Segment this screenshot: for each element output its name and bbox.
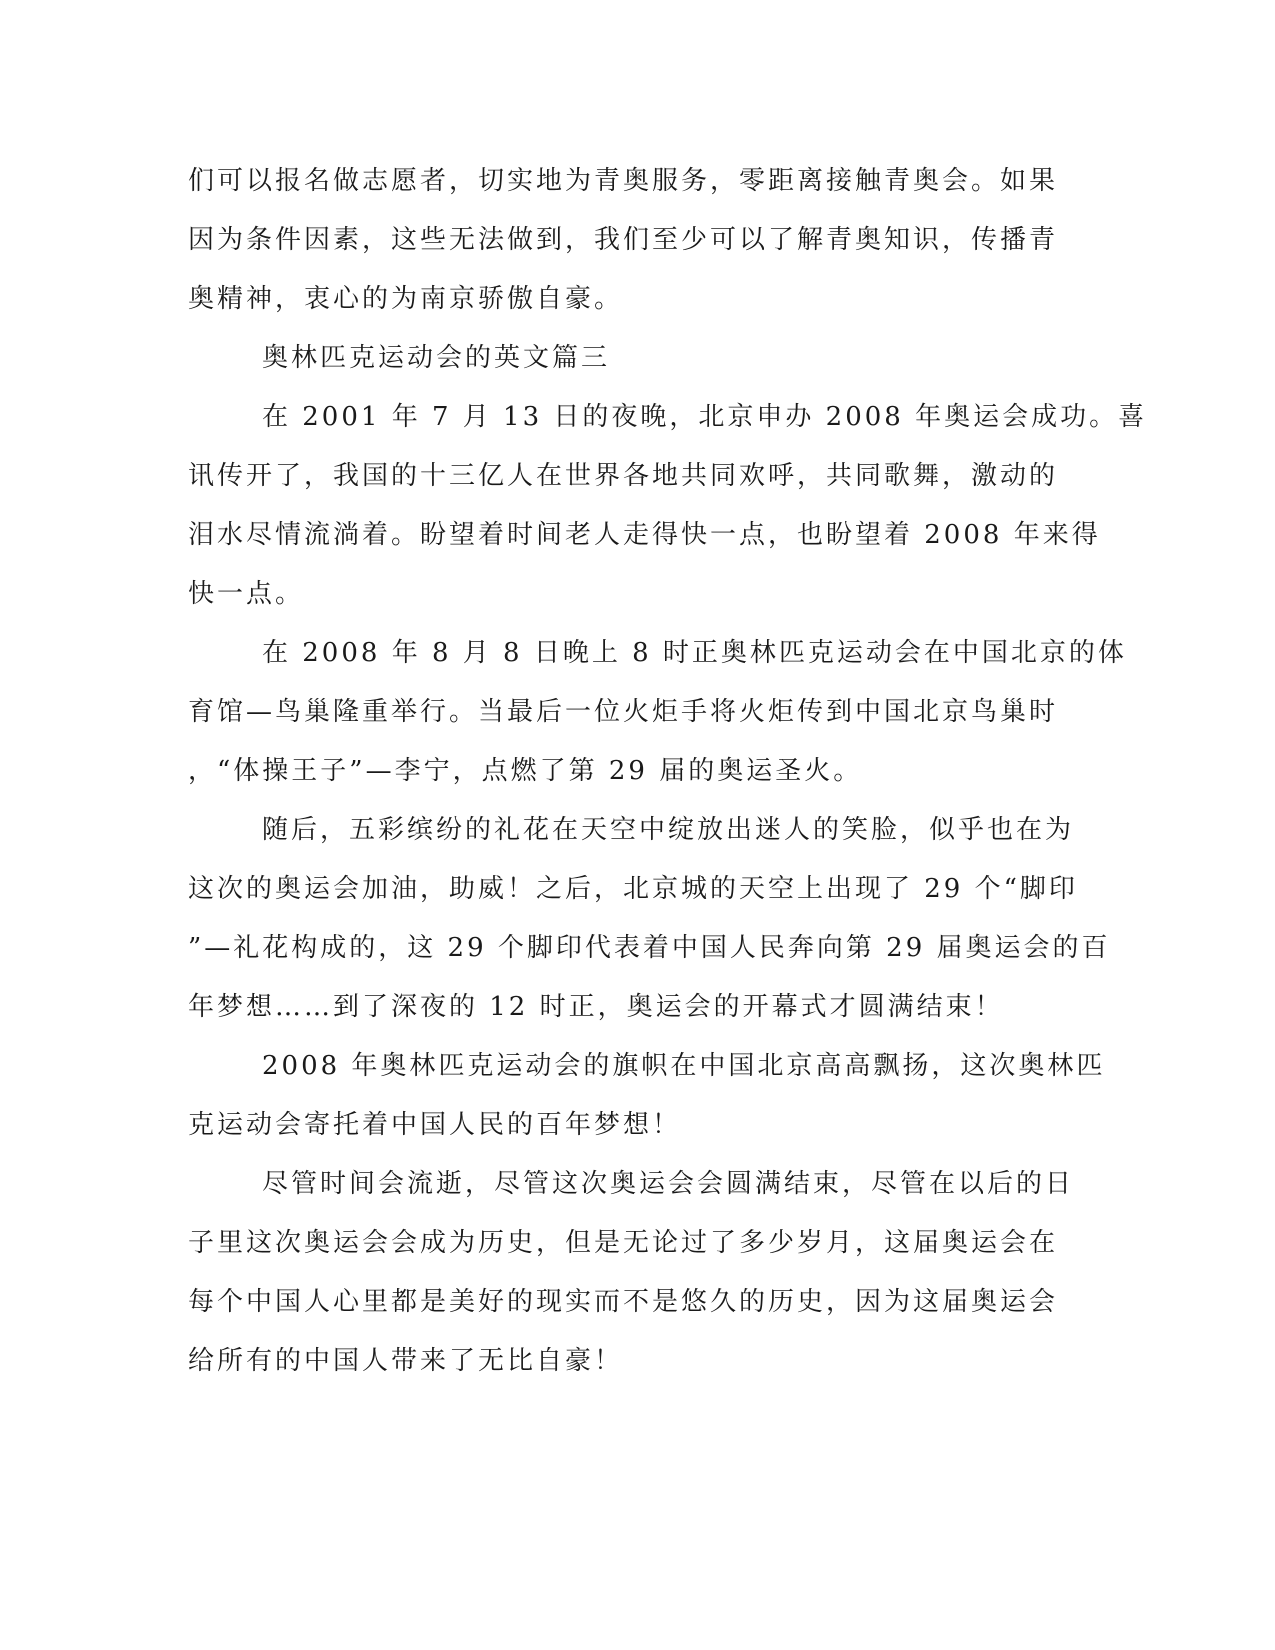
- text-line: ”—礼花构成的，这 29 个脚印代表着中国人民奔向第 29 届奥运会的百: [188, 933, 1111, 963]
- text-line: 子里这次奥运会会成为历史，但是无论过了多少岁月，这届奥运会在: [188, 1228, 1059, 1258]
- text-line: 年梦想……到了深夜的 12 时正，奥运会的开幕式才圆满结束！: [188, 992, 1004, 1022]
- text-line: 在 2001 年 7 月 13 日的夜晚，北京申办 2008 年奥运会成功。喜: [262, 402, 1148, 432]
- text-line: 每个中国人心里都是美好的现实而不是悠久的历史，因为这届奥运会: [188, 1287, 1059, 1317]
- text-line: 在 2008 年 8 月 8 日晚上 8 时正奥林匹克运动会在中国北京的体: [262, 638, 1127, 668]
- text-line: 因为条件因素，这些无法做到，我们至少可以了解青奥知识，传播青: [188, 225, 1059, 255]
- text-line: 泪水尽情流淌着。盼望着时间老人走得快一点，也盼望着 2008 年来得: [188, 520, 1101, 550]
- text-line: 克运动会寄托着中国人民的百年梦想！: [188, 1110, 682, 1140]
- text-line: 尽管时间会流逝，尽管这次奥运会会圆满结束，尽管在以后的日: [262, 1169, 1075, 1199]
- text-line: 们可以报名做志愿者，切实地为青奥服务，零距离接触青奥会。如果: [188, 166, 1059, 196]
- text-line: 2008 年奥林匹克运动会的旗帜在中国北京高高飘扬，这次奥林匹: [262, 1051, 1106, 1081]
- text-line: 快一点。: [188, 579, 305, 609]
- text-line: ，“体操王子”—李宁，点燃了第 29 届的奥运圣火。: [188, 756, 863, 786]
- text-line: 这次的奥运会加油，助威！之后，北京城的天空上出现了 29 个“脚印: [188, 874, 1078, 904]
- text-line: 给所有的中国人带来了无比自豪！: [188, 1346, 624, 1376]
- text-line: 奥精神，衷心的为南京骄傲自豪。: [188, 284, 624, 314]
- section-heading: 奥林匹克运动会的英文篇三: [262, 343, 611, 373]
- text-line: 育馆—鸟巢隆重举行。当最后一位火炬手将火炬传到中国北京鸟巢时: [188, 697, 1059, 727]
- text-line: 讯传开了，我国的十三亿人在世界各地共同欢呼，共同歌舞，激动的: [188, 461, 1059, 491]
- text-line: 随后，五彩缤纷的礼花在天空中绽放出迷人的笑脸，似乎也在为: [262, 815, 1075, 845]
